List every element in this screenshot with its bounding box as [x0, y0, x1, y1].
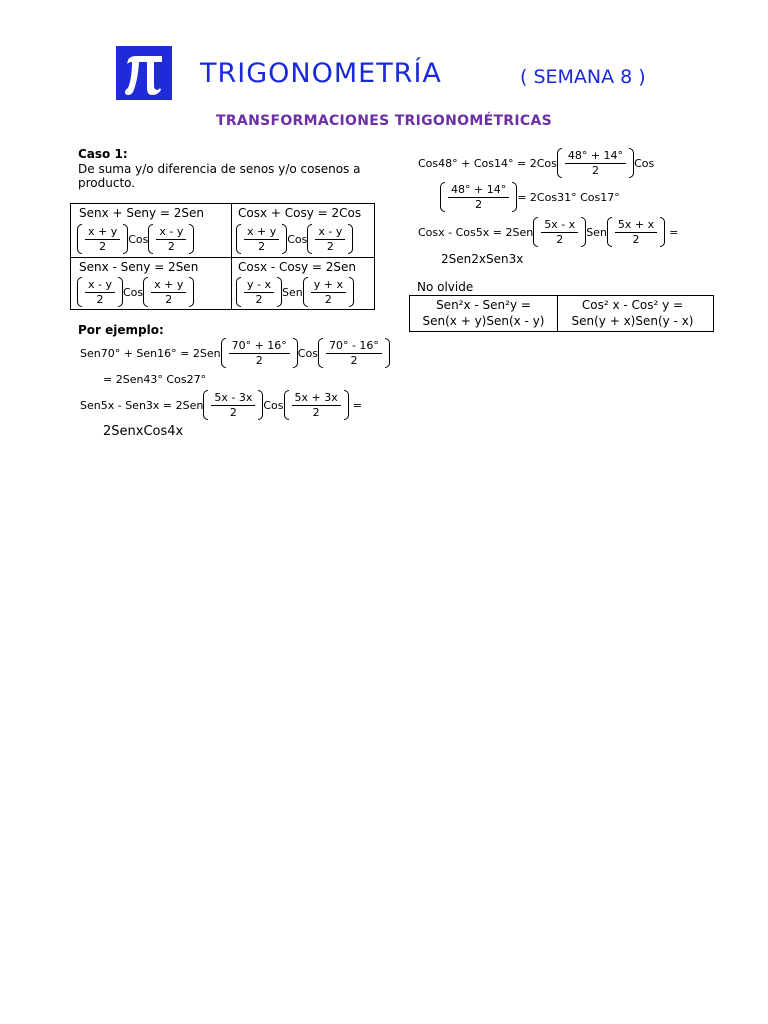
example-3-equation: Cos48° + Cos14° = 2Cos $\frac{48^\circ + 14^\circ}{2}$ Cos	[418, 148, 655, 177]
examples-heading: Por ejemplo:	[78, 323, 164, 337]
identity-4-rhs: $\frac{y - x}{2}$ Sen $\frac{y + x}{2}$	[236, 277, 354, 307]
case-description: De suma y/o diferencia de senos y/o cosenos a producto.	[78, 162, 361, 190]
example-1-result: = 2Sen43° Cos27°	[103, 373, 207, 386]
identity-4-lhs: Cosx - Cosy = 2Sen	[238, 260, 357, 274]
example-1-equation: Sen70° + Sen16° = 2Sen $\frac{70^\circ + 16^\circ}{2}$ Cos $\frac{70^\circ - 16^\circ}{2}$	[80, 338, 390, 368]
pi-logo-icon	[116, 46, 172, 100]
example-4-equation: Cosx - Cos5x = 2Sen $\frac{5x - x}{2}$ Sen $\frac{5x + x}{2}$ =	[418, 217, 679, 246]
reminder-left-bottom: Sen(x + y)Sen(x - y)	[422, 314, 545, 328]
identity-1-rhs: $\frac{x + y}{2}$ Cos $\frac{x - y}{2}$	[77, 224, 194, 254]
page-title: TRIGONOMETRÍA	[200, 58, 442, 89]
week-label: ( SEMANA 8 )	[520, 66, 646, 88]
reminder-label: No olvide	[417, 280, 474, 294]
example-4-result: 2Sen2xSen3x	[441, 252, 524, 266]
example-3-continuation: $\frac{48^\circ + 14^\circ}{2}$ = 2Cos31° Cos17°	[440, 182, 620, 212]
reminder-right-bottom: Sen(y + x)Sen(y - x)	[571, 314, 694, 328]
example-2-result: 2SenxCos4x	[103, 424, 184, 439]
section-subtitle: TRANSFORMACIONES TRIGONOMÉTRICAS	[216, 113, 552, 129]
identity-3-rhs: $\frac{x - y}{2}$ Cos $\frac{x + y}{2}$	[77, 277, 194, 307]
identity-2-rhs: $\frac{x + y}{2}$ Cos $\frac{x - y}{2}$	[236, 224, 353, 254]
reminder-right-top: Cos² x - Cos² y =	[581, 298, 684, 312]
reminder-left-top: Sen²x - Sen²y =	[436, 298, 531, 312]
identity-2-lhs: Cosx + Cosy = 2Cos	[238, 206, 362, 220]
example-2-equation: Sen5x - Sen3x = 2Sen $\frac{5x - 3x}{2}$ Cos $\frac{5x + 3x}{2}$ =	[80, 390, 362, 419]
reminder-table	[409, 295, 714, 332]
case-heading: Caso 1:	[78, 147, 128, 161]
identity-3-lhs: Senx - Seny = 2Sen	[79, 260, 199, 274]
identity-1-lhs: Senx + Seny = 2Sen	[79, 206, 205, 220]
identities-table	[70, 203, 375, 310]
